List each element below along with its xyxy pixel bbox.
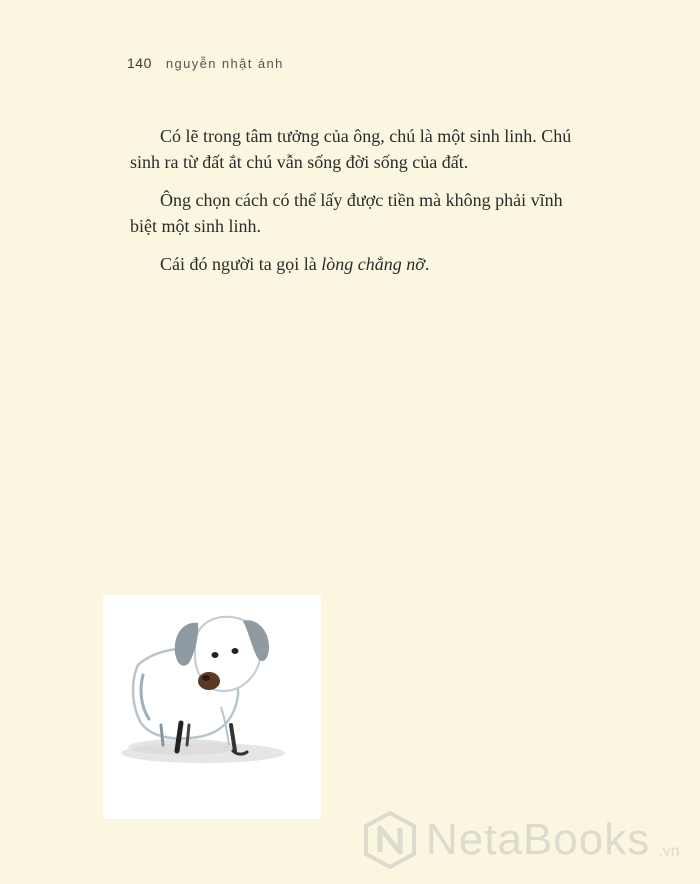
paragraph-1: Có lẽ trong tâm tưởng của ông, chú là một sinh linh. Chú sinh ra từ đất ắt chú vẫn sống đời sống của đất. [130, 126, 572, 172]
paragraph-3-start: Cái đó người ta gọi là [160, 254, 322, 274]
body-text [130, 123, 585, 289]
running-head-author: nguyễn nhật ánh [165, 56, 284, 71]
puppy-drawing-icon [103, 595, 321, 819]
paragraph-3 [130, 251, 585, 277]
paragraph-3-end: . [424, 254, 430, 274]
paragraph-3-italic: lòng chẳng nỡ [321, 254, 425, 274]
running-head [127, 55, 284, 71]
watermark-suffix: .vn [658, 843, 680, 860]
puppy-illustration [103, 595, 321, 819]
paragraph-2: Ông chọn cách có thể lấy được tiền mà không phải vĩnh biệt một sinh linh. [130, 190, 563, 236]
page-number: 140 [127, 55, 152, 71]
watermark-name: NetaBooks [426, 815, 651, 864]
netabooks-watermark [362, 810, 680, 870]
netabooks-logo-icon [362, 810, 418, 870]
